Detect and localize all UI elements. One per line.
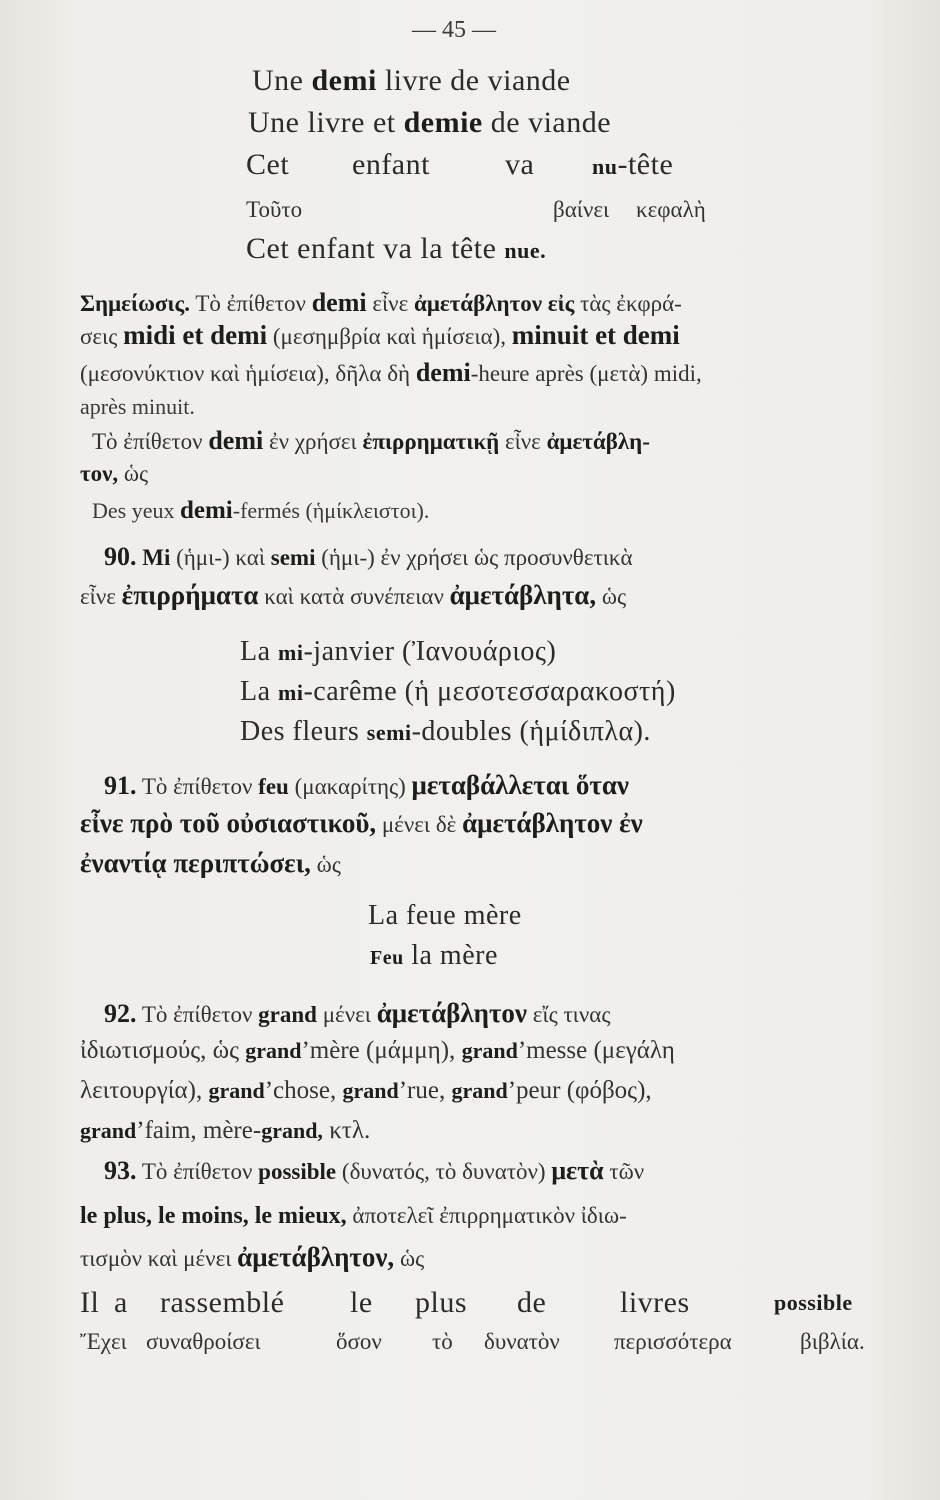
section-93-line: τισμὸν καὶ μένει ἀμετάβλητον, ὡς bbox=[80, 1242, 425, 1272]
section-93-line: 93. Τὸ ἐπίθετον possible (δυνατός, τὸ δυνατὸν) μετὰ τῶν bbox=[104, 1156, 645, 1185]
section-92-line: 92. Τὸ ἐπίθετον grand μένει ἀμετάβλητον εἴς τινας bbox=[104, 998, 611, 1028]
example-line: La feue mère bbox=[368, 900, 522, 931]
example-line: Cet enfant va la tête nue. bbox=[246, 232, 547, 265]
note-line: τον, ὡς bbox=[80, 461, 149, 486]
page-number: — 45 — bbox=[412, 17, 496, 43]
book-page: — 45 — Une demi livre de viande Une livre et demie de viande Cet enfant va nu-tête Τοῦτο βαίνει κεφαλὴ Cet enfant va la tête nue. Σημείωσις. Τὸ ἐπίθετον demi εἶνε ἀμετάβλητον εἰς τὰς ἐκφρά- σεις midi et demi (μεσημβρία καὶ ἡμίσεια), minuit et demi (μεσονύκτιον καὶ ἡμίσεια), δῆλα δὴ demi-heure après (μετὰ) midi, après minuit. Τὸ ἐπίθετον demi ἐν χρήσει ἐπιρρηματικῇ εἶνε ἀμετάβλη- τον, ὡς Des yeux demi-fermés (ἡμίκλειστοι). 90. Mi (ἡμι-) καὶ semi (ἡμι-) ἐν χρήσει ὡς προσυνθετικὰ εἶνε ἐπιρρήματα καὶ κατὰ συνέπειαν ἀμετάβλητα, ὡς La mi-janvier (Ἰανουάριος) La mi-carême (ἡ μεσοτεσσαρακοστή) Des fleurs semi-doubles (ἡμίδιπλα). 91. Τὸ ἐπίθετον feu (μακαρίτης) μεταβάλλεται ὅταν εἶνε πρὸ τοῦ οὐσιαστικοῦ, μένει δὲ ἀμετάβλητον ἐν ἐναντίᾳ περιπτώσει, ὡς La feue mère Feu la mère 92. Τὸ ἐπίθετον grand μένει ἀμετάβλητον εἴς τινας ἰδιωτισμούς, ὡς grand’mère (μάμμη), grand’messe (μεγάλη λειτουργία), grand’chose, grand’rue, grand’peur (φόβος), grand’faim, mère-grand, κτλ. 93. Τὸ ἐπίθετον possible (δυνατός, τὸ δυνατὸν) μετὰ τῶν le plus, le moins, le mieux, ἀποτελεῖ ἐπιρρηματικὸν ἰδιω- τισμὸν καὶ μένει ἀμετάβλητον, ὡς Il a rassemblé le plus de livres possible Ἔχει συναθροίσει ὅσον τὸ δυνατὸν περισσότερα βιβλία. bbox=[0, 0, 940, 1500]
bold-term: demi bbox=[311, 64, 377, 97]
section-92-line: λειτουργία), grand’chose, grand’rue, grand’peur (φόβος), bbox=[80, 1077, 652, 1104]
section-90-line: εἶνε ἐπιρρήματα καὶ κατὰ συνέπειαν ἀμετάβλητα, ὡς bbox=[80, 580, 627, 610]
section-92-line: ἰδιωτισμούς, ὡς grand’mère (μάμμη), grand’messe (μεγάλη bbox=[80, 1037, 675, 1064]
note-line: Σημείωσις. Τὸ ἐπίθετον demi εἶνε ἀμετάβλητον εἰς τὰς ἐκφρά- bbox=[80, 288, 682, 317]
section-91-line: 91. Τὸ ἐπίθετον feu (μακαρίτης) μεταβάλλεται ὅταν bbox=[104, 770, 629, 800]
example-line: Des fleurs semi-doubles (ἡμίδιπλα). bbox=[240, 716, 651, 747]
bold-term: nue. bbox=[504, 238, 547, 263]
example-line: Une livre et demie de viande bbox=[248, 106, 612, 139]
bold-term: nu bbox=[592, 154, 618, 179]
section-92-line: grand’faim, mère-grand, κτλ. bbox=[80, 1117, 371, 1144]
example-line: Feu la mère bbox=[370, 940, 498, 971]
note-line: σεις midi et demi (μεσημβρία καὶ ἡμίσεια), minuit et demi bbox=[80, 320, 680, 350]
example-line: La mi-janvier (Ἰανουάριος) bbox=[240, 636, 557, 667]
bold-term: demie bbox=[403, 106, 483, 139]
note-line: (μεσονύκτιον καὶ ἡμίσεια), δῆλα δὴ demi-heure après (μετὰ) midi, bbox=[80, 358, 702, 387]
note-line: Des yeux demi-fermés (ἡμίκλειστοι). bbox=[92, 497, 430, 524]
note-line: Τὸ ἐπίθετον demi ἐν χρήσει ἐπιρρηματικῇ εἶνε ἀμετάβλη- bbox=[92, 426, 650, 455]
section-90-line: 90. Mi (ἡμι-) καὶ semi (ἡμι-) ἐν χρήσει ὡς προσυνθετικὰ bbox=[104, 542, 633, 571]
note-line: après minuit. bbox=[80, 394, 195, 419]
section-91-line: εἶνε πρὸ τοῦ οὐσιαστικοῦ, μένει δὲ ἀμετάβλητον ἐν bbox=[80, 808, 643, 838]
example-line: Une demi livre de viande bbox=[252, 64, 571, 97]
section-91-line: ἐναντίᾳ περιπτώσει, ὡς bbox=[80, 848, 341, 878]
section-93-line: le plus, le moins, le mieux, ἀποτελεῖ ἐπιρρηματικὸν ἰδιω- bbox=[80, 1203, 627, 1229]
example-line: La mi-carême (ἡ μεσοτεσσαρακοστή) bbox=[240, 676, 676, 707]
